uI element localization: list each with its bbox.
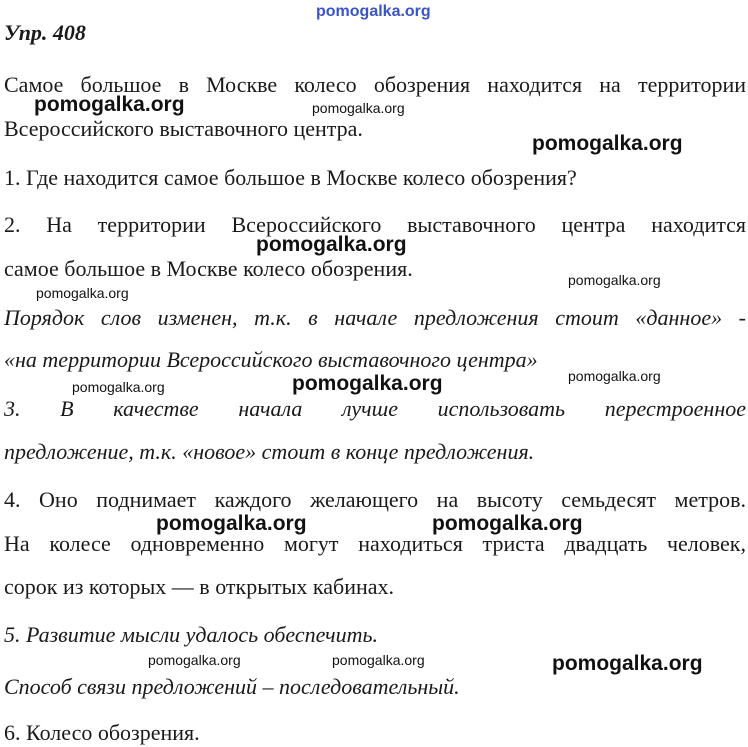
answer-item-2-line-2: самое большое в Москве колесо обозрения. xyxy=(4,256,413,281)
answer-item-1: 1. Где находится самое большое в Москве колесо обозрения? xyxy=(4,165,577,190)
answer-item-2-note-line-2: «на территории Всероссийского выставочного центра» xyxy=(4,347,538,372)
watermark: pomogalka.org xyxy=(72,379,165,395)
watermark: pomogalka.org xyxy=(256,233,407,256)
watermark: pomogalka.org xyxy=(568,272,661,288)
answer-item-3-line-1: 3. В качестве начала лучше использовать перестроенное xyxy=(4,396,746,421)
site-header-watermark[interactable]: pomogalka.org xyxy=(316,3,431,20)
watermark: pomogalka.org xyxy=(36,285,129,301)
watermark: pomogalka.org xyxy=(552,652,703,675)
watermark: pomogalka.org xyxy=(532,132,683,155)
answer-item-3-line-2: предложение, т.к. «новое» стоит в конце предложения. xyxy=(4,439,535,464)
answer-item-5-line-2: Способ связи предложений – последовательный. xyxy=(4,674,460,699)
answer-item-2-line-1: 2. На территории Всероссийского выставочного центра находится xyxy=(4,212,746,237)
watermark: pomogalka.org xyxy=(156,512,307,535)
intro-line-1: Самое большое в Москве колесо обозрения находится на территории xyxy=(4,72,746,97)
watermark: pomogalka.org xyxy=(568,368,661,384)
answer-item-4-line-3: сорок из которых — в открытых кабинах. xyxy=(4,574,395,599)
watermark: pomogalka.org xyxy=(292,372,443,395)
answer-item-6: 6. Колесо обозрения. xyxy=(4,720,200,745)
watermark: pomogalka.org xyxy=(332,652,425,668)
watermark: pomogalka.org xyxy=(312,100,405,116)
watermark: pomogalka.org xyxy=(432,512,583,535)
answer-item-4-line-2: На колесе одновременно могут находиться триста двадцать человек, xyxy=(4,531,746,556)
exercise-title: Упр. 408 xyxy=(4,20,86,45)
answer-item-5-line-1: 5. Развитие мысли удалось обеспечить. xyxy=(4,622,379,647)
watermark: pomogalka.org xyxy=(34,93,185,116)
answer-item-2-note-line-1: Порядок слов изменен, т.к. в начале предложения стоит «данное» - xyxy=(4,305,746,330)
answer-item-4-line-1: 4. Оно поднимает каждого желающего на высоту семьдесят метров. xyxy=(4,487,746,512)
watermark: pomogalka.org xyxy=(148,652,241,668)
intro-line-2: Всероссийского выставочного центра. xyxy=(4,116,363,141)
